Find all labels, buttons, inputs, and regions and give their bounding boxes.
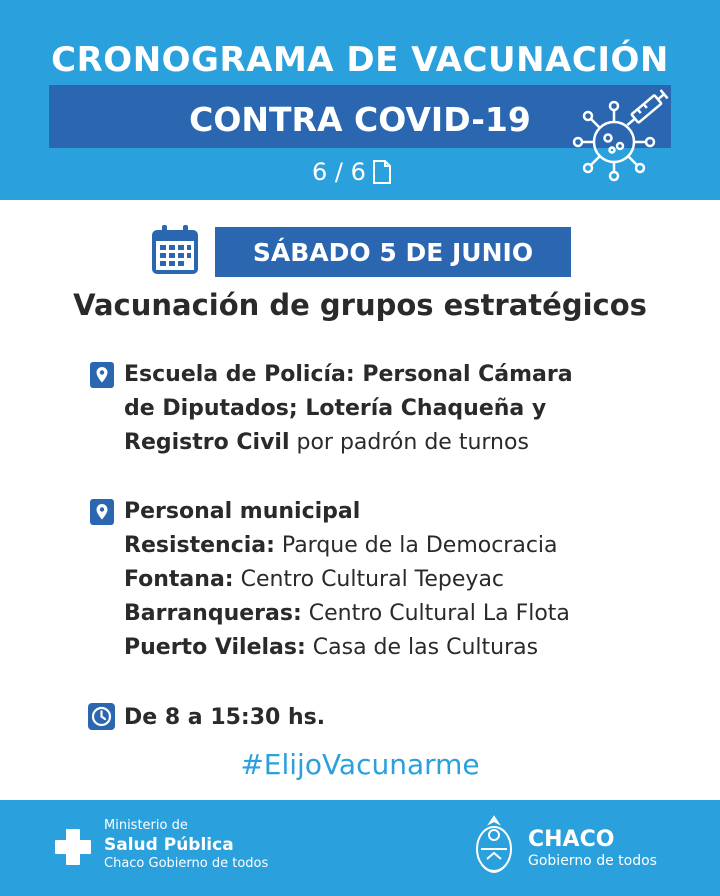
schedule-time: De 8 a 15:30 hs.: [124, 705, 326, 730]
government-logo-text: [528, 828, 657, 870]
page-indicator-text: 6 / 6: [312, 158, 366, 186]
government-tagline: Gobierno de todos: [528, 853, 657, 869]
ministry-line3: Chaco Gobierno de todos: [104, 856, 269, 871]
location-block-2: [124, 495, 570, 665]
location1-line1: Escuela de Policía: Personal Cámara: [124, 362, 573, 387]
ministry-logo-text: [104, 818, 268, 872]
venue-name: Centro Cultural Tepeyac: [233, 567, 505, 592]
plus-icon: [52, 826, 94, 868]
province-shield-icon: [472, 815, 516, 881]
page-indicator: [312, 158, 392, 186]
list-item: [124, 597, 570, 631]
ministry-line1: Ministerio de: [104, 818, 188, 833]
venue-name: Centro Cultural La Flota: [301, 601, 570, 626]
page-title-line2: CONTRA COVID-19: [189, 100, 531, 139]
city-name: Barranqueras:: [124, 601, 302, 626]
location-pin-icon: [90, 362, 114, 388]
venue-name: Parque de la Democracia: [274, 533, 558, 558]
document-icon: [372, 159, 392, 185]
date-banner: [215, 227, 571, 277]
calendar-icon: [150, 224, 200, 276]
location-pin-icon: [90, 499, 114, 525]
location1-line3-bold: Registro Civil: [124, 430, 290, 455]
list-item: [124, 529, 570, 563]
date-label: SÁBADO 5 DE JUNIO: [252, 237, 534, 267]
location1-line3-rest: por padrón de turnos: [289, 430, 529, 455]
virus-syringe-icon: [566, 80, 674, 188]
government-name: CHACO: [528, 827, 615, 852]
page-title-line1: CRONOGRAMA DE VACUNACIÓN: [51, 40, 669, 80]
section-subtitle: Vacunación de grupos estratégicos: [73, 288, 647, 322]
venue-name: Casa de las Culturas: [305, 635, 539, 660]
location-block-1: [124, 358, 573, 460]
city-name: Puerto Vilelas:: [124, 635, 306, 660]
location1-line2: de Diputados; Lotería Chaqueña y: [124, 396, 547, 421]
city-name: Fontana:: [124, 567, 234, 592]
hashtag: #ElijoVacunarme: [240, 748, 480, 781]
location2-heading: Personal municipal: [124, 499, 361, 524]
city-name: Resistencia:: [124, 533, 275, 558]
list-item: [124, 631, 570, 665]
clock-icon: [88, 703, 115, 730]
list-item: [124, 563, 570, 597]
ministry-line2: Salud Pública: [104, 835, 234, 855]
